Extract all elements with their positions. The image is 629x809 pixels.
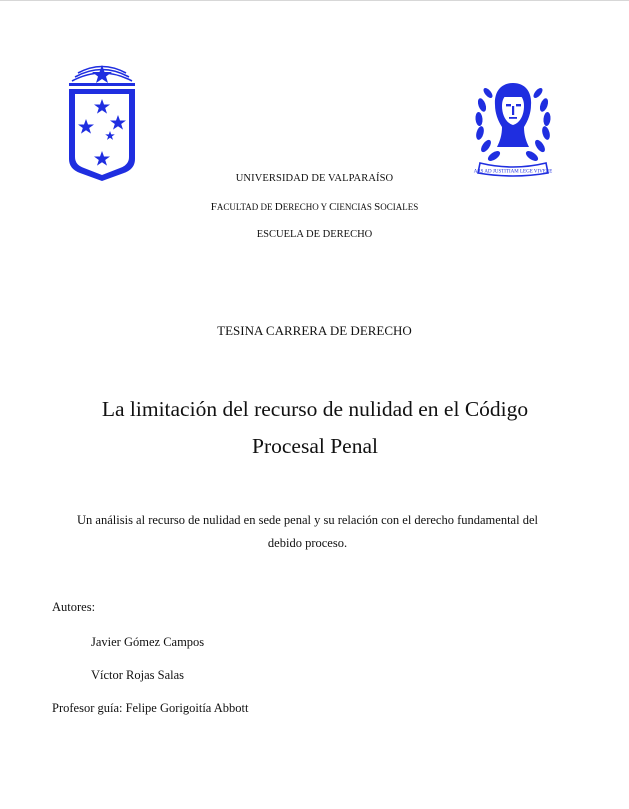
faculty-emblem-logo [472,79,554,179]
thesis-title-line: Procesal Penal [252,434,378,458]
thesis-type: TESINA CARRERA DE DERECHO [217,323,412,338]
university-crest-logo [66,61,138,183]
author-name: Javier Gómez Campos [91,635,205,649]
authors-label: Autores: [52,600,96,614]
thesis-title-line: La limitación del recurso de nulidad en el Código [101,397,529,421]
school-name: ESCUELA DE DERECHO [256,229,373,240]
advisor-name: Profesor guía: Felipe Gorigoitía Abbott [52,701,249,715]
thesis-title [40,391,590,465]
thesis-subtitle-line: debido proceso. [267,536,348,550]
thesis-subtitle [50,509,565,555]
emblem-motto: ARS AD JUSTITIAM LEGE VIVERE [473,169,553,175]
university-name: UNIVERSIDAD DE VALPARAÍSO [235,173,394,184]
thesis-subtitle-line: Un análisis al recurso de nulidad en sede penal y su relación con el derecho fundamental del [77,513,538,527]
author-name: Víctor Rojas Salas [91,668,185,682]
faculty-name: FACULTAD DE DERECHO Y CIENCIAS SOCIALES [210,201,419,213]
